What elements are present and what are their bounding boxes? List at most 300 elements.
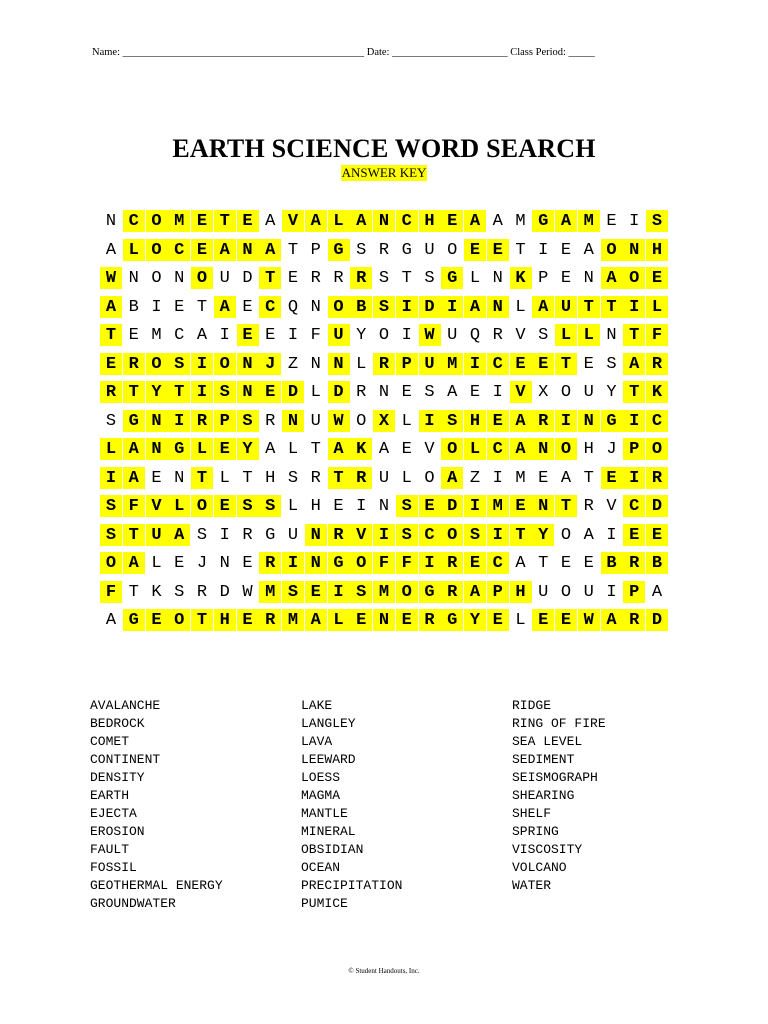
grid-letter: K bbox=[151, 582, 162, 602]
grid-letter: E bbox=[464, 552, 486, 574]
grid-letter: H bbox=[419, 210, 441, 232]
grid-letter: A bbox=[105, 240, 117, 260]
grid-letter: T bbox=[168, 381, 190, 403]
grid-letter: E bbox=[583, 354, 594, 374]
grid-letter: N bbox=[146, 410, 168, 432]
grid-letter: T bbox=[510, 524, 532, 546]
grid-letter: E bbox=[510, 495, 532, 517]
grid-letter: A bbox=[105, 611, 117, 630]
grid-letter: O bbox=[646, 438, 668, 460]
grid-letter: A bbox=[510, 410, 532, 432]
grid-letter: O bbox=[623, 267, 645, 289]
grid-letter: E bbox=[191, 239, 213, 261]
word-list-item: GEOTHERMAL ENERGY bbox=[90, 878, 223, 893]
word-list-item: DENSITY bbox=[90, 770, 145, 785]
grid-letter: E bbox=[287, 269, 299, 288]
grid-letter: F bbox=[396, 552, 418, 574]
grid-letter: S bbox=[196, 525, 208, 545]
grid-letter: E bbox=[487, 609, 509, 631]
word-list-item: OBSIDIAN bbox=[301, 842, 364, 857]
grid-letter: U bbox=[583, 582, 594, 602]
word-list-item: LANGLEY bbox=[301, 716, 356, 731]
grid-letter: O bbox=[191, 495, 213, 517]
grid-letter: R bbox=[310, 269, 321, 288]
grid-letter: O bbox=[560, 525, 572, 545]
grid-letter: N bbox=[578, 410, 600, 432]
grid-letter: U bbox=[583, 383, 594, 402]
grid-letter: N bbox=[373, 609, 395, 631]
grid-letter: A bbox=[214, 239, 236, 261]
grid-letter: A bbox=[123, 552, 145, 574]
word-list-item: COMET bbox=[90, 734, 130, 749]
grid-letter: I bbox=[219, 525, 230, 545]
grid-letter: I bbox=[606, 582, 617, 602]
grid-letter: N bbox=[310, 297, 321, 317]
grid-letter: R bbox=[623, 609, 645, 631]
grid-letter: R bbox=[373, 353, 395, 375]
grid-letter: R bbox=[328, 524, 350, 546]
grid-letter: O bbox=[555, 438, 577, 460]
grid-letter: O bbox=[146, 239, 168, 261]
grid-letter: S bbox=[350, 581, 372, 603]
grid-letter: S bbox=[287, 468, 299, 488]
grid-letter: S bbox=[424, 383, 435, 402]
grid-letter: O bbox=[356, 411, 367, 431]
grid-letter: R bbox=[419, 609, 441, 631]
grid-letter: G bbox=[328, 552, 350, 574]
grid-letter: A bbox=[168, 524, 190, 546]
grid-letter: U bbox=[419, 353, 441, 375]
grid-letter: A bbox=[305, 210, 327, 232]
grid-letter: N bbox=[532, 438, 554, 460]
grid-letter: V bbox=[146, 495, 168, 517]
grid-letter: M bbox=[259, 581, 281, 603]
grid-letter: C bbox=[487, 438, 509, 460]
grid-letter: E bbox=[487, 410, 509, 432]
grid-letter: E bbox=[538, 468, 549, 488]
grid-letter: N bbox=[492, 269, 503, 288]
grid-letter: E bbox=[151, 468, 162, 488]
grid-letter: P bbox=[623, 438, 645, 460]
grid-letter: A bbox=[464, 210, 486, 232]
grid-letter: L bbox=[100, 438, 122, 460]
grid-letter: O bbox=[146, 210, 168, 232]
grid-letter: S bbox=[378, 269, 390, 288]
grid-letter: S bbox=[396, 524, 418, 546]
grid-letter: T bbox=[214, 210, 236, 232]
grid-letter: A bbox=[259, 239, 281, 261]
grid-letter: C bbox=[396, 210, 418, 232]
grid-letter: E bbox=[510, 353, 532, 375]
grid-letter: I bbox=[396, 296, 418, 318]
grid-letter: O bbox=[328, 296, 350, 318]
grid-letter: V bbox=[424, 440, 435, 459]
grid-letter: L bbox=[328, 210, 350, 232]
grid-letter: H bbox=[214, 609, 236, 631]
grid-letter: L bbox=[168, 495, 190, 517]
grid-letter: T bbox=[128, 582, 139, 602]
grid-letter: G bbox=[168, 438, 190, 460]
grid-letter: A bbox=[601, 609, 623, 631]
grid-letter: T bbox=[310, 440, 321, 459]
grid-letter: A bbox=[464, 581, 486, 603]
grid-letter: I bbox=[606, 525, 617, 545]
grid-letter: R bbox=[333, 269, 344, 288]
grid-letter: C bbox=[623, 495, 645, 517]
grid-letter: A bbox=[492, 212, 503, 231]
grid-letter: R bbox=[191, 410, 213, 432]
grid-letter: E bbox=[237, 609, 259, 631]
grid-letter: N bbox=[373, 210, 395, 232]
grid-letter: R bbox=[646, 353, 668, 375]
grid-letter: W bbox=[419, 324, 441, 346]
grid-letter: O bbox=[378, 326, 390, 345]
grid-letter: R bbox=[623, 552, 645, 574]
grid-letter: N bbox=[487, 296, 509, 318]
grid-letter: E bbox=[487, 239, 509, 261]
grid-letter: R bbox=[583, 497, 594, 516]
grid-letter: E bbox=[464, 239, 486, 261]
grid-letter: A bbox=[555, 210, 577, 232]
grid-letter: O bbox=[100, 552, 122, 574]
word-list-item: BEDROCK bbox=[90, 716, 145, 731]
grid-letter: T bbox=[578, 296, 600, 318]
grid-letter: E bbox=[333, 497, 344, 516]
grid-letter: E bbox=[583, 554, 594, 573]
grid-letter: I bbox=[623, 296, 645, 318]
word-list-item: VISCOSITY bbox=[512, 842, 583, 857]
grid-letter: T bbox=[515, 240, 526, 260]
word-list-item: LOESS bbox=[301, 770, 341, 785]
grid-letter: E bbox=[441, 210, 463, 232]
grid-letter: L bbox=[287, 497, 299, 516]
grid-letter: N bbox=[606, 326, 617, 345]
copyright-footer: © Student Handouts, Inc. bbox=[348, 967, 420, 975]
grid-letter: D bbox=[646, 609, 668, 631]
grid-letter: M bbox=[168, 210, 190, 232]
grid-letter: N bbox=[146, 438, 168, 460]
grid-letter: S bbox=[441, 410, 463, 432]
grid-letter: S bbox=[100, 495, 122, 517]
grid-letter: T bbox=[242, 468, 253, 488]
grid-letter: L bbox=[464, 438, 486, 460]
grid-letter: T bbox=[191, 609, 213, 631]
grid-letter: T bbox=[583, 468, 594, 488]
grid-letter: S bbox=[237, 410, 259, 432]
grid-letter: H bbox=[646, 239, 668, 261]
grid-letter: P bbox=[487, 581, 509, 603]
word-list-item: FOSSIL bbox=[90, 860, 137, 875]
grid-letter: T bbox=[287, 240, 299, 260]
grid-letter: I bbox=[441, 296, 463, 318]
grid-letter: U bbox=[378, 468, 390, 488]
grid-letter: D bbox=[242, 269, 253, 288]
grid-letter: E bbox=[601, 467, 623, 489]
grid-letter: I bbox=[282, 552, 304, 574]
grid-letter: L bbox=[646, 296, 668, 318]
grid-letter: T bbox=[100, 324, 122, 346]
grid-letter: R bbox=[350, 267, 372, 289]
grid-letter: L bbox=[469, 269, 481, 288]
word-list-item: EROSION bbox=[90, 824, 145, 839]
grid-letter: T bbox=[328, 467, 350, 489]
grid-letter: R bbox=[100, 381, 122, 403]
grid-letter: X bbox=[538, 383, 549, 402]
grid-letter: S bbox=[168, 353, 190, 375]
grid-letter: I bbox=[219, 326, 230, 345]
grid-letter: A bbox=[510, 438, 532, 460]
grid-letter: Y bbox=[237, 438, 259, 460]
grid-letter: O bbox=[601, 239, 623, 261]
grid-letter: I bbox=[373, 524, 395, 546]
word-list-item: RING OF FIRE bbox=[512, 716, 606, 731]
grid-letter: V bbox=[515, 326, 526, 345]
word-list-column-3 bbox=[512, 697, 606, 895]
grid-letter: S bbox=[105, 411, 117, 431]
grid-letter: F bbox=[373, 552, 395, 574]
grid-letter: E bbox=[214, 495, 236, 517]
grid-letter: R bbox=[123, 353, 145, 375]
grid-letter: G bbox=[532, 210, 554, 232]
grid-letter: T bbox=[196, 297, 208, 317]
grid-letter: P bbox=[396, 353, 418, 375]
grid-letter: C bbox=[646, 410, 668, 432]
grid-letter: L bbox=[310, 383, 321, 402]
grid-letter: M bbox=[487, 495, 509, 517]
word-list-item: SEA LEVEL bbox=[512, 734, 583, 749]
grid-letter: S bbox=[606, 354, 617, 374]
grid-letter: N bbox=[623, 239, 645, 261]
word-list-item: SEISMOGRAPH bbox=[512, 770, 598, 785]
grid-letter: Y bbox=[532, 524, 554, 546]
grid-letter: N bbox=[174, 269, 185, 288]
grid-letter: A bbox=[441, 467, 463, 489]
word-list-item: RIDGE bbox=[512, 698, 552, 713]
grid-letter: I bbox=[487, 524, 509, 546]
grid-letter: N bbox=[328, 353, 350, 375]
word-list-column-1 bbox=[90, 697, 223, 913]
grid-letter: F bbox=[123, 495, 145, 517]
grid-letter: C bbox=[419, 524, 441, 546]
grid-letter: W bbox=[242, 582, 253, 602]
grid-letter: O bbox=[424, 468, 435, 488]
grid-letter: N bbox=[378, 497, 390, 516]
grid-letter: M bbox=[441, 353, 463, 375]
grid-letter: N bbox=[305, 524, 327, 546]
grid-letter: O bbox=[447, 240, 458, 260]
grid-letter: G bbox=[123, 609, 145, 631]
grid-letter: H bbox=[464, 410, 486, 432]
grid-letter: O bbox=[560, 383, 572, 402]
grid-letter: A bbox=[305, 609, 327, 631]
word-list-item: CONTINENT bbox=[90, 752, 161, 767]
grid-letter: O bbox=[350, 552, 372, 574]
grid-letter: E bbox=[146, 609, 168, 631]
grid-letter: O bbox=[151, 269, 162, 288]
word-list-item: FAULT bbox=[90, 842, 130, 857]
grid-letter: R bbox=[441, 581, 463, 603]
grid-letter: W bbox=[328, 410, 350, 432]
grid-letter: O bbox=[441, 524, 463, 546]
grid-letter: O bbox=[191, 267, 213, 289]
grid-letter: E bbox=[191, 210, 213, 232]
grid-letter: L bbox=[191, 438, 213, 460]
grid-letter: I bbox=[168, 410, 190, 432]
page-title: EARTH SCIENCE WORD SEARCH bbox=[172, 134, 596, 163]
grid-letter: C bbox=[174, 326, 185, 345]
grid-letter: G bbox=[401, 240, 412, 260]
grid-letter: E bbox=[469, 383, 481, 402]
grid-letter: E bbox=[128, 326, 139, 345]
grid-letter: A bbox=[214, 296, 236, 318]
grid-letter: N bbox=[237, 381, 259, 403]
word-list-item: PUMICE bbox=[301, 896, 348, 911]
word-list-item: EARTH bbox=[90, 788, 130, 803]
word-list-column-2 bbox=[301, 697, 402, 913]
grid-letter: V bbox=[510, 381, 532, 403]
grid-letter: U bbox=[538, 582, 549, 602]
grid-letter: N bbox=[237, 353, 259, 375]
grid-letter: Y bbox=[146, 381, 168, 403]
grid-letter: T bbox=[538, 554, 549, 573]
grid-letter: Y bbox=[356, 326, 367, 345]
word-list-item: SEDIMENT bbox=[512, 752, 575, 767]
grid-letter: O bbox=[560, 582, 572, 602]
grid-letter: R bbox=[492, 326, 503, 345]
grid-letter: C bbox=[168, 239, 190, 261]
grid-letter: S bbox=[396, 495, 418, 517]
grid-letter: N bbox=[174, 468, 185, 488]
grid-letter: C bbox=[487, 552, 509, 574]
grid-letter: I bbox=[287, 326, 299, 345]
grid-letter: H bbox=[310, 497, 321, 516]
grid-letter: H bbox=[583, 440, 594, 459]
grid-letter: T bbox=[601, 296, 623, 318]
word-list-item: GROUNDWATER bbox=[90, 896, 176, 911]
grid-letter: Q bbox=[469, 326, 481, 345]
grid-letter: K bbox=[350, 438, 372, 460]
grid-letter: W bbox=[100, 267, 122, 289]
grid-letter: E bbox=[560, 269, 572, 288]
grid-letter: S bbox=[538, 326, 549, 345]
grid-letter: J bbox=[259, 353, 281, 375]
grid-letter: L bbox=[401, 468, 412, 488]
grid-letter: F bbox=[100, 581, 122, 603]
word-list-item: OCEAN bbox=[301, 860, 341, 875]
grid-letter: W bbox=[578, 609, 600, 631]
grid-letter: I bbox=[356, 497, 367, 516]
grid-letter: R bbox=[356, 383, 367, 402]
grid-letter: S bbox=[100, 524, 122, 546]
grid-letter: N bbox=[378, 383, 390, 402]
grid-letter: I bbox=[191, 381, 213, 403]
grid-letter: S bbox=[259, 495, 281, 517]
grid-letter: L bbox=[515, 297, 526, 317]
grid-letter: O bbox=[214, 353, 236, 375]
grid-letter: U bbox=[555, 296, 577, 318]
grid-letter: A bbox=[265, 440, 276, 459]
grid-letter: A bbox=[601, 267, 623, 289]
grid-letter: A bbox=[265, 212, 276, 231]
grid-letter: Y bbox=[606, 383, 617, 402]
grid-letter: E bbox=[646, 524, 668, 546]
grid-letter: F bbox=[646, 324, 668, 346]
grid-letter: I bbox=[401, 326, 412, 345]
grid-letter: M bbox=[373, 581, 395, 603]
grid-letter: I bbox=[191, 353, 213, 375]
grid-letter: E bbox=[606, 212, 617, 231]
grid-letter: I bbox=[538, 240, 549, 260]
grid-letter: T bbox=[623, 324, 645, 346]
grid-letter: I bbox=[419, 410, 441, 432]
grid-letter: T bbox=[123, 524, 145, 546]
grid-letter: B bbox=[128, 297, 139, 317]
word-list-item: MANTLE bbox=[301, 806, 348, 821]
word-list-item: SHEARING bbox=[512, 788, 575, 803]
grid-letter: N bbox=[305, 552, 327, 574]
grid-letter: E bbox=[560, 554, 572, 573]
word-list-item: MAGMA bbox=[301, 788, 341, 803]
grid-letter: P bbox=[538, 269, 549, 288]
grid-letter: C bbox=[487, 353, 509, 375]
grid-letter: Z bbox=[287, 354, 299, 374]
grid-letter: L bbox=[287, 440, 299, 459]
grid-letter: R bbox=[259, 552, 281, 574]
grid-letter: F bbox=[310, 326, 321, 345]
grid-letter: C bbox=[123, 210, 145, 232]
name-date-period-line: Name: ______________________________________________ Date: ______________________ Class Period: _____ bbox=[92, 47, 595, 58]
grid-letter: T bbox=[555, 495, 577, 517]
grid-letter: E bbox=[237, 324, 259, 346]
grid-letter: A bbox=[196, 326, 208, 345]
word-list-item: AVALANCHE bbox=[90, 698, 161, 713]
grid-letter: E bbox=[242, 554, 253, 573]
grid-letter: S bbox=[646, 210, 668, 232]
grid-letter: L bbox=[123, 239, 145, 261]
grid-letter: M bbox=[515, 212, 526, 231]
grid-letter: E bbox=[214, 438, 236, 460]
grid-letter: U bbox=[287, 525, 299, 545]
grid-letter: S bbox=[214, 381, 236, 403]
grid-letter: L bbox=[555, 324, 577, 346]
grid-letter: R bbox=[378, 240, 390, 260]
grid-letter: Y bbox=[464, 609, 486, 631]
grid-letter: I bbox=[464, 495, 486, 517]
grid-letter: G bbox=[441, 609, 463, 631]
grid-letter: E bbox=[555, 609, 577, 631]
grid-letter: T bbox=[123, 381, 145, 403]
grid-letter: L bbox=[328, 609, 350, 631]
grid-letter: U bbox=[447, 326, 458, 345]
grid-letter: O bbox=[146, 353, 168, 375]
grid-letter: N bbox=[128, 269, 139, 288]
grid-letter: S bbox=[174, 582, 185, 602]
grid-letter: M bbox=[151, 326, 162, 345]
grid-letter: N bbox=[532, 495, 554, 517]
grid-letter: L bbox=[578, 324, 600, 346]
grid-letter: D bbox=[282, 381, 304, 403]
grid-letter: R bbox=[259, 609, 281, 631]
grid-letter: I bbox=[492, 468, 503, 488]
word-list-item: LAKE bbox=[301, 698, 333, 713]
grid-letter: H bbox=[265, 468, 276, 488]
grid-letter: I bbox=[328, 581, 350, 603]
grid-letter: E bbox=[419, 495, 441, 517]
grid-letter: A bbox=[328, 438, 350, 460]
grid-letter: A bbox=[350, 210, 372, 232]
grid-letter: G bbox=[601, 410, 623, 432]
grid-letter: E bbox=[401, 440, 412, 459]
